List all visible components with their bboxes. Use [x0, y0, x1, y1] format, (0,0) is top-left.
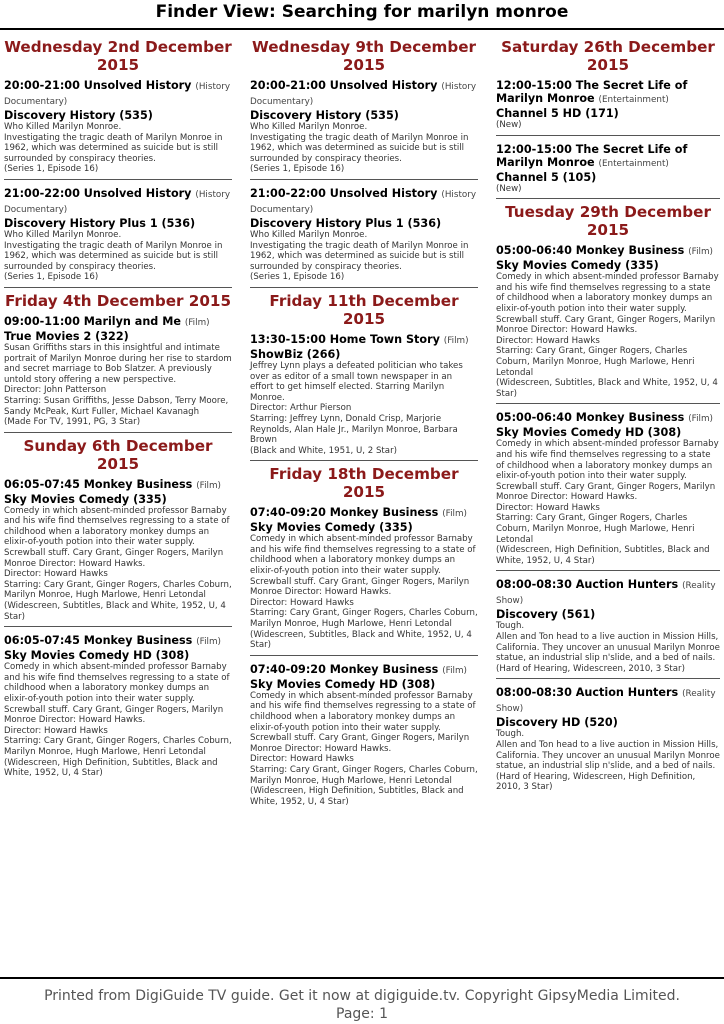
program-title [250, 79, 478, 109]
program-channel: Discovery History Plus 1 (536) [250, 216, 442, 230]
program-time-title: 21:00-22:00 Unsolved History [250, 186, 438, 200]
program-details: (New) [496, 183, 522, 194]
program-details: Comedy in which absent-minded professor Barnaby and his wife find themselves regressing to a state of childhood when a laboratory monkey dumps an elixir-of-youth potion into their water supply. Screwball stuff. Cary Grant, Ginger Rogers, Marilyn Monroe Director: Howard Hawks. Director: Howard Hawks Starring: Cary Grant, Ginger Rogers, Charles Coburn, Marilyn Monroe, Hugh Marlowe, Henri Letondal (Widescreen, Subtitles, Black and White, 1952, U, 4 Star) [496, 272, 719, 399]
program-details: Comedy in which absent-minded professor Barnaby and his wife find themselves regressing to a state of childhood when a laboratory monkey dumps an elixir-of-youth potion into their water supply. Screwball stuff. Cary Grant, Ginger Rogers, Marilyn Monroe Director: Howard Hawks. Director: Howard Hawks Starring: Cary Grant, Ginger Rogers, Charles Coburn, Marilyn Monroe, Hugh Marlowe, Henri Letondal (Widescreen, Subtitles, Black and White, 1952, U, 4 Star) [250, 534, 478, 651]
day-section [496, 38, 720, 199]
program-channel: Discovery History (535) [250, 109, 399, 122]
program-time-title: 20:00-21:00 Unsolved History [4, 79, 192, 92]
program-listing [250, 503, 478, 656]
program-time-title: 05:00-06:40 Monkey Business [496, 244, 685, 258]
program-title [4, 79, 232, 109]
program-listing [496, 683, 720, 797]
day-heading: Wednesday 2nd December 2015 [4, 38, 232, 74]
day-section [4, 292, 232, 433]
program-details: Comedy in which absent-minded professor Barnaby and his wife find themselves regressing to a state of childhood when a laboratory monkey dumps an elixir-of-youth potion into their water supply. Screwball stuff. Cary Grant, Ginger Rogers, Marilyn Monroe Director: Howard Hawks. Director: Howard Hawks Starring: Cary Grant, Ginger Rogers, Charles Coburn, Marilyn Monroe, Hugh Marlowe, Henri Letondal (Widescreen, High Definition, Subtitles, Black and White, 1952, U, 4 Star) [4, 662, 232, 779]
program-genre: (History Documentary) [250, 82, 477, 107]
program-time-title: 07:40-09:20 Monkey Business [250, 506, 439, 520]
program-title [496, 686, 720, 716]
program-genre: (Film) [442, 665, 467, 676]
program-genre: (History Documentary) [250, 189, 477, 215]
program-channel: Discovery HD (520) [496, 716, 618, 730]
day-heading: Wednesday 9th December 2015 [252, 38, 476, 74]
program-title [4, 187, 232, 217]
program-listing [496, 575, 720, 679]
program-details: Susan Griffiths stars in this insightful and intimate portrait of Marilyn Monroe during her rise to stardom and secret marriage to Bob Slatzer. A previously untold story offering a new perspective. Director: John Patterson Starring: Susan Griffiths, Jesse Dabson, Terry Moore, Sandy McPeak, Kurt Fuller, Michael Kavanagh (Made For TV, 1991, PG, 3 Star) [4, 342, 232, 428]
program-channel: Discovery History (535) [4, 109, 153, 122]
program-listing [4, 312, 232, 433]
program-title [250, 187, 478, 217]
program-title [496, 143, 720, 171]
top-rule [0, 28, 724, 30]
program-listing [250, 660, 478, 812]
program-details: Who Killed Marilyn Monroe. Investigating the tragic death of Marilyn Monroe in 1962, which was determined as suicide but is still surrounded by conspiracy theories. (Series 1, Episode 16) [250, 229, 469, 283]
program-channel: True Movies 2 (322) [4, 329, 129, 343]
day-section [250, 292, 478, 461]
program-channel: Discovery (561) [496, 608, 596, 622]
day-section [496, 203, 720, 797]
program-title [496, 79, 720, 107]
program-genre: (Entertainment) [598, 95, 669, 105]
program-listing [4, 631, 232, 783]
program-listing [496, 241, 720, 404]
program-details: (New) [496, 120, 522, 130]
program-channel: Sky Movies Comedy HD (308) [250, 677, 436, 691]
day-heading: Friday 4th December 2015 [4, 291, 232, 310]
program-time-title: 06:05-07:45 Monkey Business [4, 477, 193, 491]
program-listing [4, 184, 232, 288]
program-genre: (Film) [688, 247, 713, 258]
page-title: Finder View: Searching for marilyn monroe [155, 2, 569, 22]
program-details: Who Killed Marilyn Monroe. Investigating the tragic death of Marilyn Monroe in 1962, which was determined as suicide but is still surrounded by conspiracy theories. (Series 1, Episode 16) [4, 229, 223, 283]
day-heading: Friday 11th December 2015 [269, 291, 459, 328]
day-section [4, 437, 232, 783]
program-details: Comedy in which absent-minded professor Barnaby and his wife find themselves regressing to a state of childhood when a laboratory monkey dumps an elixir-of-youth potion into their water supply. Screwball stuff. Cary Grant, Ginger Rogers, Marilyn Monroe Director: Howard Hawks. Director: Howard Hawks Starring: Cary Grant, Ginger Rogers, Charles Coburn, Marilyn Monroe, Hugh Marlowe, Henri Letondal (Widescreen, Subtitles, Black and White, 1952, U, 4 Star) [4, 505, 232, 622]
program-listing [250, 76, 478, 180]
program-channel: ShowBiz (266) [250, 347, 341, 361]
program-title [4, 315, 232, 330]
program-time-title: 08:00-08:30 Auction Hunters [496, 578, 679, 592]
program-channel: Sky Movies Comedy HD (308) [496, 426, 682, 440]
program-listing [250, 330, 478, 461]
column-3 [496, 38, 720, 801]
day-section [250, 465, 478, 811]
program-listing [496, 408, 720, 571]
day-heading: Tuesday 29th December 2015 [505, 203, 711, 240]
day-section [250, 38, 478, 288]
program-time-title: 13:30-15:00 Home Town Story [250, 332, 440, 346]
program-listing [4, 475, 232, 628]
program-genre: (Reality Show) [496, 581, 716, 607]
program-time-title: 12:00-15:00 The Secret Life of Marilyn Monroe [496, 142, 688, 169]
program-channel: Sky Movies Comedy HD (308) [4, 649, 190, 663]
program-genre: (Film) [688, 414, 713, 425]
program-channel: Sky Movies Comedy (335) [496, 259, 659, 273]
program-details: Jeffrey Lynn plays a defeated politician who takes over as editor of a small town newspaper in an effort to get himself elected. Starring Marilyn Monroe. Director: Arthur Pierson Starring: Jeffrey Lynn, Donald Crisp, Marjorie Reynolds, Alan Hale Jr., Marilyn Monroe, Barbara Brown (Black and White, 1951, U, 2 Star) [250, 360, 463, 456]
program-details: Tough. Allen and Ton head to a live auction in Mission Hills, California. They uncover an unusual Marilyn Monroe statue, an industrial slip n'slide, and a bed of nails. (Hard of Hearing, Widescreen, High Definition, 2010, 3 Star) [496, 729, 720, 793]
program-listing [250, 184, 478, 288]
program-title [4, 634, 232, 649]
program-time-title: 21:00-22:00 Unsolved History [4, 186, 192, 200]
program-genre: (History Documentary) [4, 82, 231, 107]
program-title [496, 411, 720, 426]
column-2 [250, 38, 478, 815]
program-channel: Channel 5 (105) [496, 170, 597, 184]
program-listing [496, 140, 720, 200]
program-channel: Sky Movies Comedy (335) [4, 492, 167, 506]
program-time-title: 08:00-08:30 Auction Hunters [496, 686, 679, 700]
program-title [250, 663, 478, 678]
program-channel: Channel 5 HD (171) [496, 107, 619, 120]
program-genre: (Film) [443, 335, 469, 346]
program-time-title: 06:05-07:45 Monkey Business [4, 634, 193, 648]
day-heading: Sunday 6th December 2015 [23, 436, 213, 473]
program-title [496, 244, 720, 259]
program-time-title: 05:00-06:40 Monkey Business [496, 411, 685, 425]
program-channel: Discovery History Plus 1 (536) [4, 216, 196, 230]
program-title [4, 478, 232, 493]
program-time-title: 09:00-11:00 Marilyn and Me [4, 314, 181, 328]
program-listing [496, 76, 720, 136]
program-details: Who Killed Marilyn Monroe. Investigating the tragic death of Marilyn Monroe in 1962, which was determined as suicide but is still surrounded by conspiracy theories. (Series 1, Episode 16) [4, 122, 223, 175]
program-title [250, 333, 478, 348]
bottom-rule [0, 977, 724, 979]
program-genre: (Film) [442, 509, 467, 520]
program-time-title: 07:40-09:20 Monkey Business [250, 662, 439, 676]
day-heading: Friday 18th December 2015 [269, 465, 459, 502]
column-1 [4, 38, 232, 787]
program-genre: (Reality Show) [496, 689, 716, 715]
program-title [250, 506, 478, 521]
program-time-title: 20:00-21:00 Unsolved History [250, 79, 438, 92]
program-details: Who Killed Marilyn Monroe. Investigating the tragic death of Marilyn Monroe in 1962, which was determined as suicide but is still surrounded by conspiracy theories. (Series 1, Episode 16) [250, 122, 469, 175]
program-listing [4, 76, 232, 180]
program-genre: (Film) [196, 637, 221, 648]
footer-text: Printed from DigiGuide TV guide. Get it now at digiguide.tv. Copyright GipsyMedia Limited. Page: 1 [44, 988, 680, 1022]
program-channel: Sky Movies Comedy (335) [250, 521, 413, 535]
program-title [496, 578, 720, 608]
program-details: Comedy in which absent-minded professor Barnaby and his wife find themselves regressing to a state of childhood when a laboratory monkey dumps an elixir-of-youth potion into their water supply. Screwball stuff. Cary Grant, Ginger Rogers, Marilyn Monroe Director: Howard Hawks. Director: Howard Hawks Starring: Cary Grant, Ginger Rogers, Charles Coburn, Marilyn Monroe, Hugh Marlowe, Henri Letondal (Widescreen, High Definition, Subtitles, Black and White, 1952, U, 4 Star) [250, 690, 478, 807]
program-genre: (Film) [184, 317, 210, 328]
day-heading: Saturday 26th December 2015 [501, 38, 715, 74]
program-genre: (Film) [196, 480, 221, 491]
program-time-title: 12:00-15:00 The Secret Life of Marilyn Monroe [496, 79, 688, 105]
program-details: Tough. Allen and Ton head to a live auction in Mission Hills, California. They uncover an unusual Marilyn Monroe statue, an industrial slip n'slide, and a bed of nails. (Hard of Hearing, Widescreen, 2010, 3 Star) [496, 621, 720, 674]
program-details: Comedy in which absent-minded professor Barnaby and his wife find themselves regressing to a state of childhood when a laboratory monkey dumps an elixir-of-youth potion into their water supply. Screwball stuff. Cary Grant, Ginger Rogers, Marilyn Monroe Director: Howard Hawks. Director: Howard Hawks Starring: Cary Grant, Ginger Rogers, Charles Coburn, Marilyn Monroe, Hugh Marlowe, Henri Letondal (Widescreen, High Definition, Subtitles, Black and White, 1952, U, 4 Star) [496, 439, 719, 566]
program-genre: (Entertainment) [598, 158, 669, 169]
day-section [4, 38, 232, 288]
program-genre: (History Documentary) [4, 189, 231, 215]
